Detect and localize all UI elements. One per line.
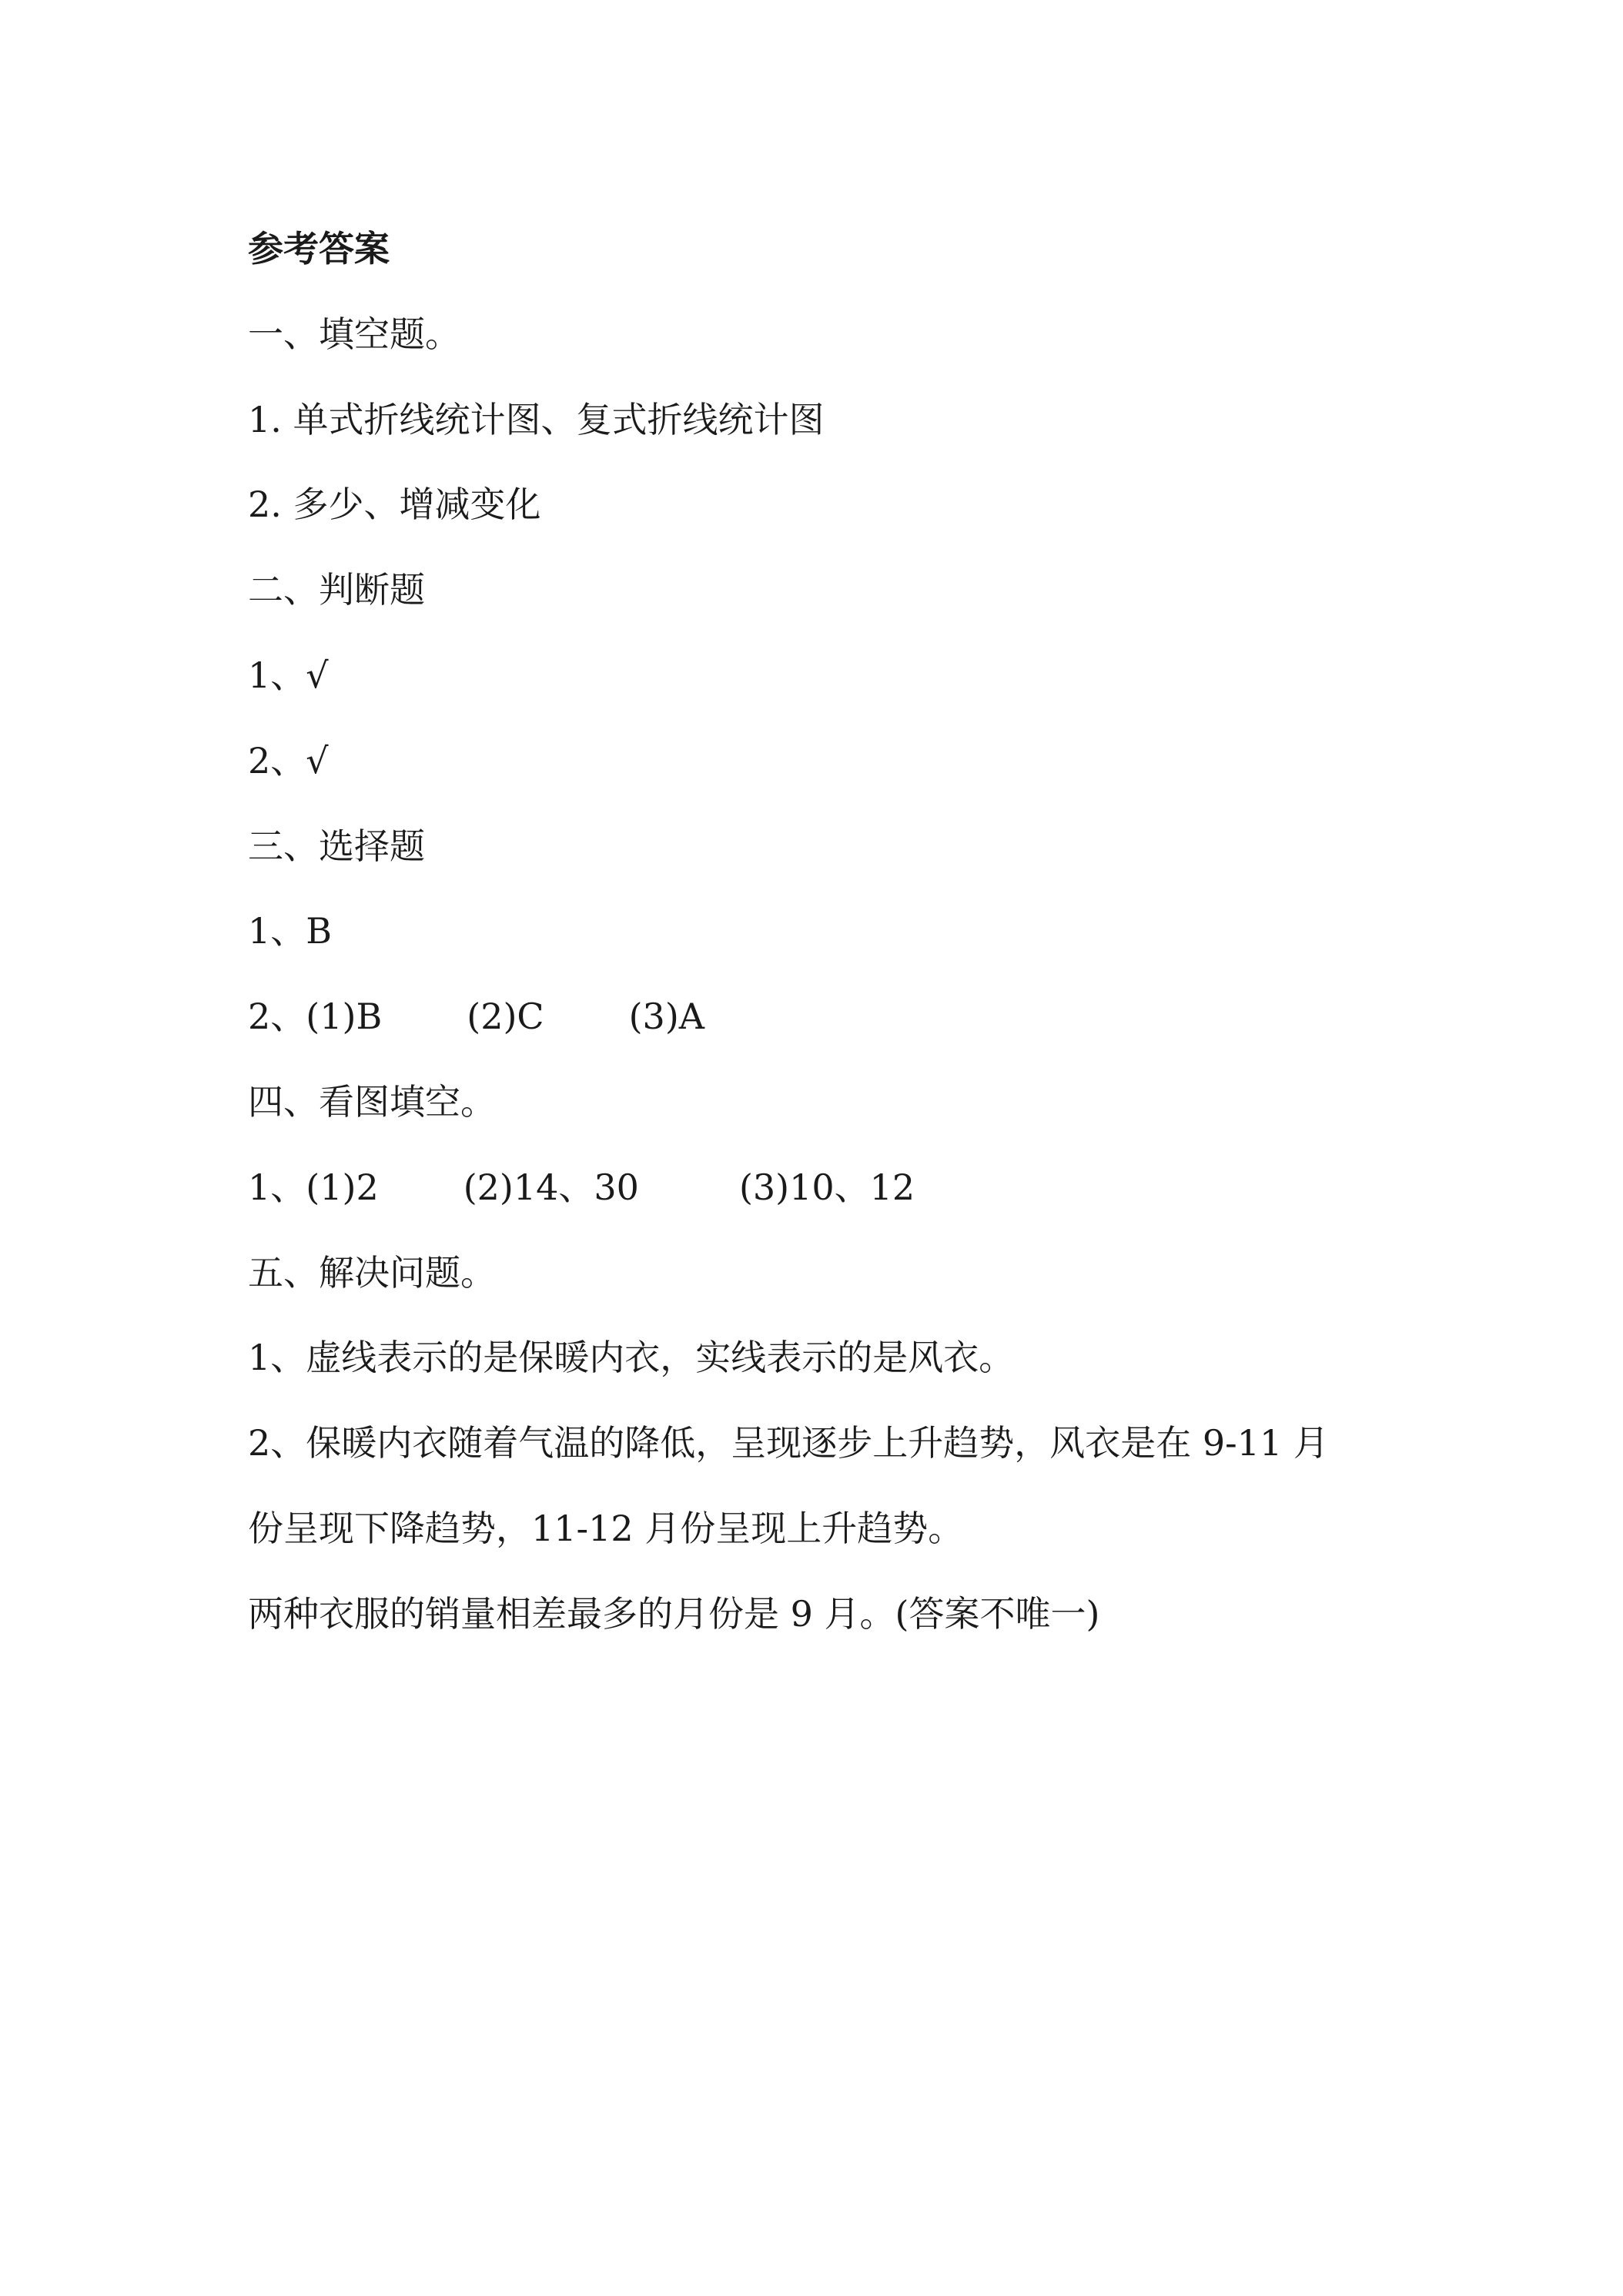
page-title: 参考答案	[248, 228, 390, 269]
answer-problem-1: 1、虚线表示的是保暖内衣，实线表示的是风衣。	[248, 1337, 1015, 1379]
answer-fill-1: 1. 单式折线统计图、复式折线统计图	[248, 398, 825, 440]
answer-choice-1: 1、B	[248, 910, 333, 952]
answer-problem-3: 两种衣服的销量相差最多的月份是 9 月。(答案不唯一)	[248, 1592, 1100, 1635]
answer-fill-2: 2. 多少、增减变化	[248, 484, 541, 526]
answer-choice-2-part-2: (2)C	[467, 996, 544, 1038]
answer-chart-1-part-3: (3)10、12	[738, 1166, 915, 1208]
section-heading-problem-solving: 五、解决问题。	[248, 1251, 496, 1294]
answer-problem-2-line-2: 份呈现下降趋势，11-12 月份呈现上升趋势。	[248, 1507, 964, 1549]
section-heading-true-false: 二、判断题	[248, 569, 425, 611]
answer-choice-2-prefix: 2、	[248, 996, 306, 1038]
answer-choice-2	[248, 974, 1403, 1059]
section-heading-choice: 三、选择题	[248, 825, 425, 867]
answer-chart-1	[248, 1145, 1403, 1230]
section-heading-fill-blank: 一、填空题。	[248, 313, 460, 355]
answer-judge-1: 1、√	[248, 654, 329, 696]
answer-judge-2: 2、√	[248, 739, 329, 782]
answer-chart-1-part-1: (1)2	[306, 1166, 379, 1208]
answer-chart-1-part-2: (2)14、30	[463, 1166, 639, 1208]
answer-choice-2-part-3: (3)A	[628, 996, 704, 1038]
answer-choice-2-part-1: (1)B	[306, 996, 383, 1038]
answer-problem-2-line-1: 2、保暖内衣随着气温的降低，呈现逐步上升趋势，风衣是在 9-11 月	[248, 1422, 1329, 1464]
answer-key	[248, 206, 1403, 1657]
section-heading-chart-fill: 四、看图填空。	[248, 1080, 496, 1123]
answer-chart-1-prefix: 1、	[248, 1166, 306, 1208]
